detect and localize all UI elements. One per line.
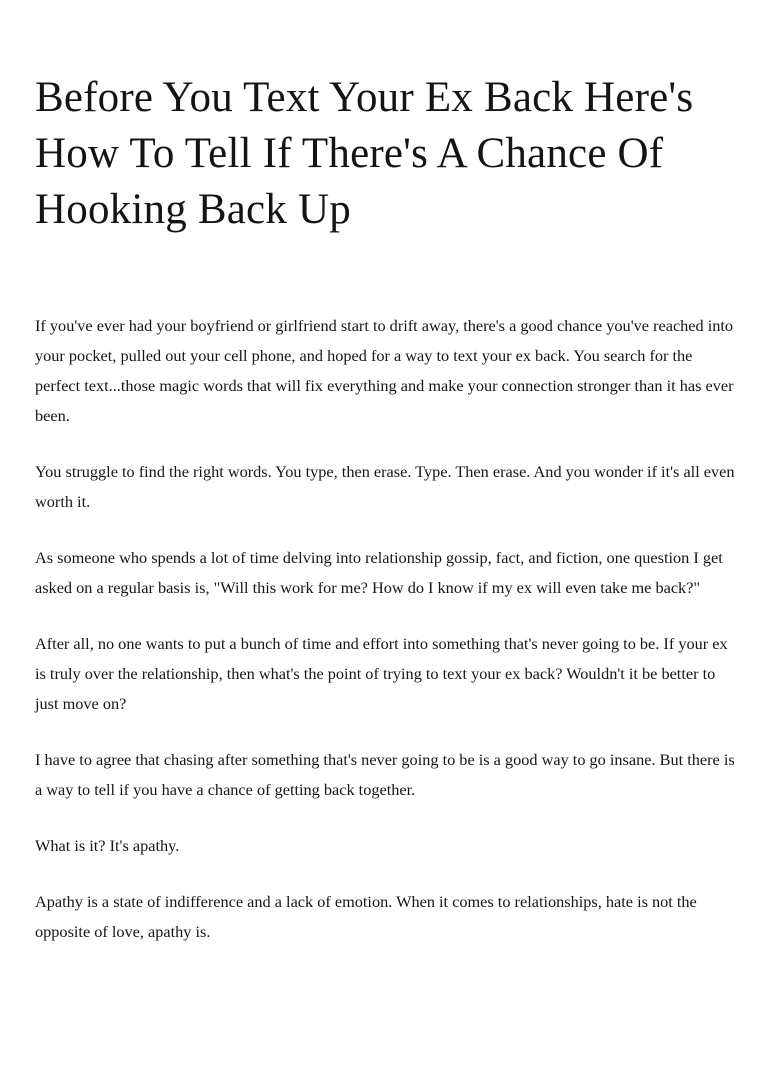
- document-title: Before You Text Your Ex Back Here's How To Tell If There's A Chance Of Hooking Back Up: [35, 74, 694, 233]
- paragraph: I have to agree that chasing after something that's never going to be is a good way to go insane. But there is a way to tell if you have a chance of getting back together.: [35, 750, 735, 799]
- paragraph: You struggle to find the right words. You type, then erase. Type. Then erase. And you wonder if it's all even worth it.: [35, 462, 735, 511]
- paragraph: After all, no one wants to put a bunch of time and effort into something that's never going to be. If your ex is truly over the relationship, then what's the point of trying to text your ex back? Wouldn't it be better to just move on?: [35, 634, 728, 713]
- paragraph: If you've ever had your boyfriend or girlfriend start to drift away, there's a good chance you've reached into your pocket, pulled out your cell phone, and hoped for a way to text your ex back. You search for the perfect text...those magic words that will fix everything and make your connection stronger than it has ever been.: [35, 316, 734, 425]
- paragraph: As someone who spends a lot of time delving into relationship gossip, fact, and fiction, one question I get asked on a regular basis is, "Will this work for me? How do I know if my ex will even take me back?": [35, 548, 723, 597]
- paragraph: Apathy is a state of indifference and a lack of emotion. When it comes to relationships, hate is not the opposite of love, apathy is.: [35, 892, 697, 941]
- paragraph: What is it? It's apathy.: [35, 836, 180, 855]
- document-body: [35, 311, 735, 973]
